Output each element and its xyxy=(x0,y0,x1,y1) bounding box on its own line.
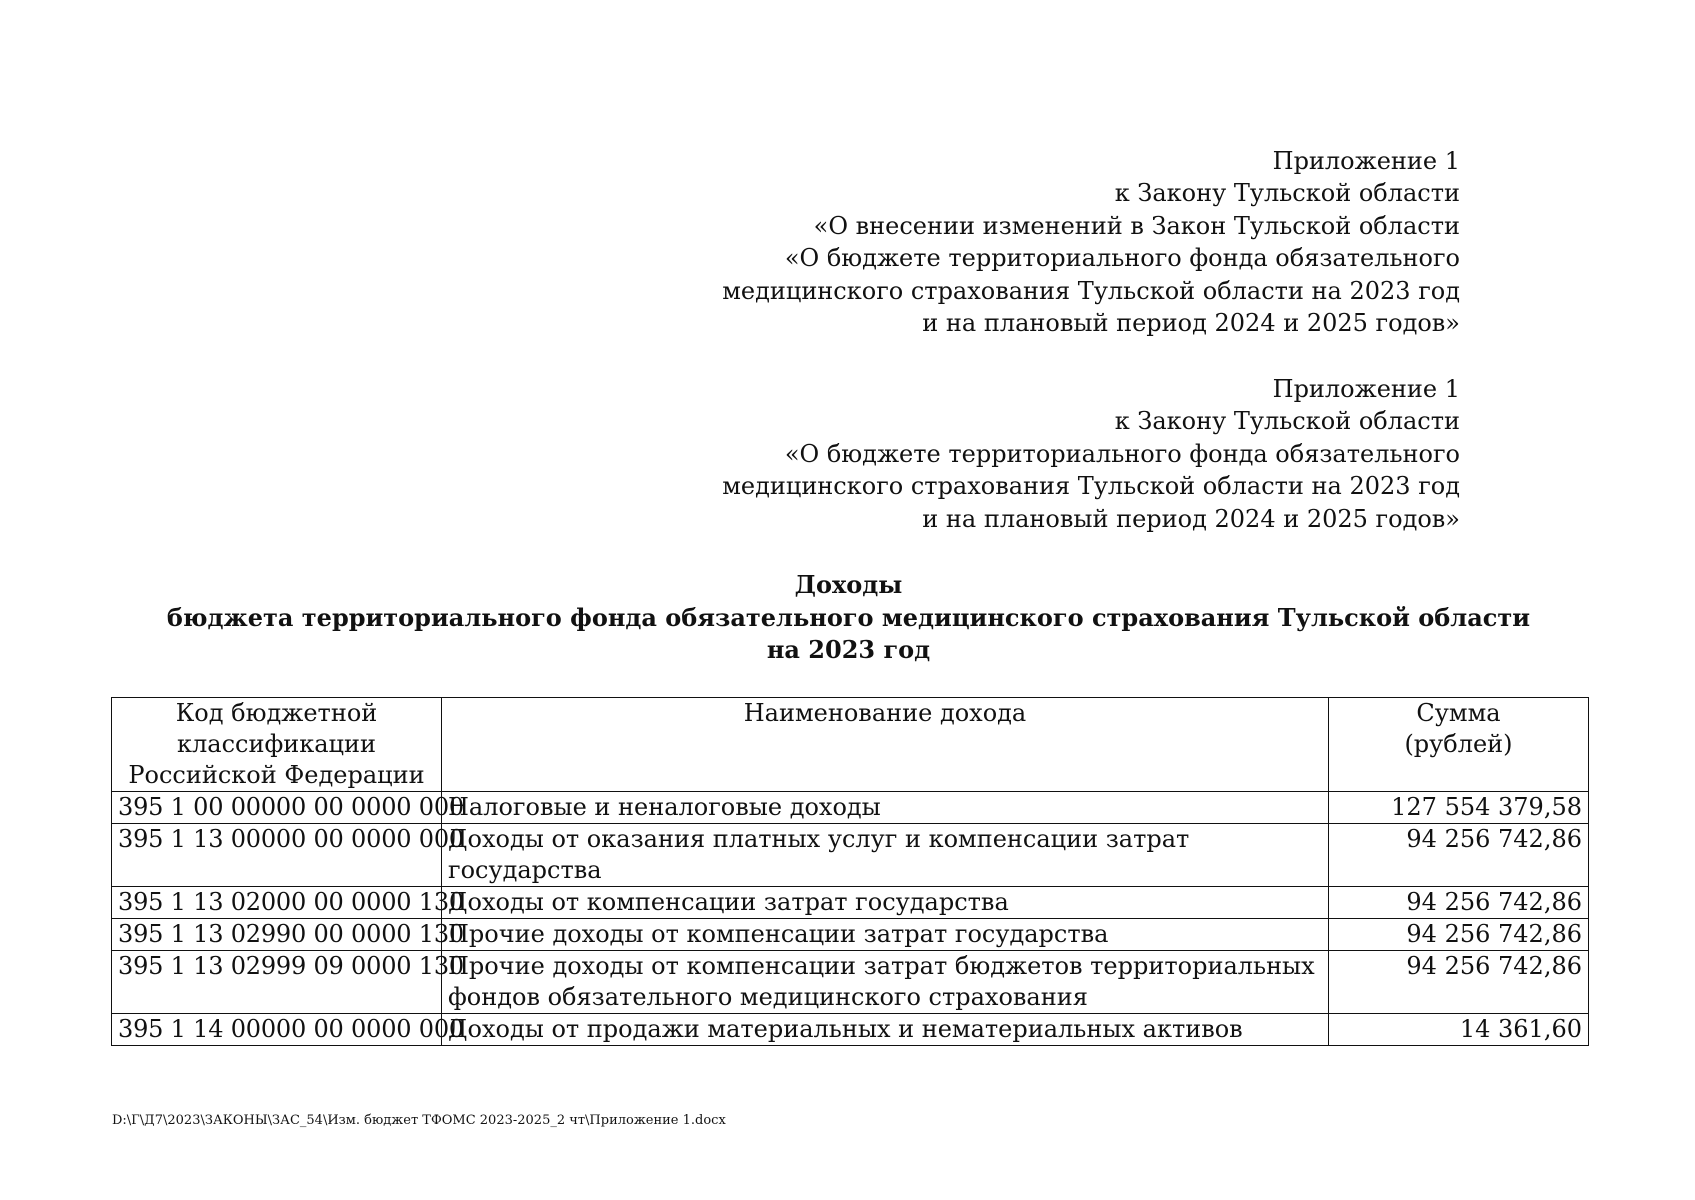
document-title xyxy=(110,569,1587,667)
file-path-footer: D:\Г\Д7\2023\ЗАКОНЫ\ЗАС_54\Изм. бюджет ТФОМС 2023-2025_2 чт\Приложение 1.docx xyxy=(112,1113,726,1128)
cell-code: 395 1 13 00000 00 0000 000 xyxy=(112,824,442,887)
header-line: медицинского страхования Тульской области на 2023 год xyxy=(722,276,1460,305)
cell-sum: 94 256 742,86 xyxy=(1329,951,1589,1014)
title-line: на 2023 год xyxy=(766,635,931,664)
header-line: «О бюджете территориального фонда обязательного xyxy=(784,439,1460,468)
cell-name: Прочие доходы от компенсации затрат государства xyxy=(442,919,1329,951)
cell-sum: 127 554 379,58 xyxy=(1329,792,1589,824)
table-row xyxy=(112,919,1589,951)
cell-code: 395 1 13 02000 00 0000 130 xyxy=(112,887,442,919)
header-text: классификации xyxy=(177,730,376,758)
cell-code: 395 1 00 00000 00 0000 000 xyxy=(112,792,442,824)
cell-name: Налоговые и неналоговые доходы xyxy=(442,792,1329,824)
table-row xyxy=(112,1014,1589,1046)
column-header-code xyxy=(112,698,442,792)
cell-name: Доходы от продажи материальных и нематериальных активов xyxy=(442,1014,1329,1046)
cell-sum: 94 256 742,86 xyxy=(1329,824,1589,887)
header-text: Российской Федерации xyxy=(128,761,425,789)
cell-name: Доходы от компенсации затрат государства xyxy=(442,887,1329,919)
table-row xyxy=(112,951,1589,1014)
cell-sum: 94 256 742,86 xyxy=(1329,919,1589,951)
table-row xyxy=(112,824,1589,887)
column-header-sum xyxy=(1329,698,1589,792)
header-line: Приложение 1 xyxy=(1272,375,1460,403)
header-text: Код бюджетной xyxy=(175,699,378,727)
table-header-row xyxy=(112,698,1589,792)
header-text: Сумма xyxy=(1416,699,1501,727)
cell-name: Прочие доходы от компенсации затрат бюджетов территориальных фондов обязательного медицинского страхования xyxy=(442,951,1329,1014)
header-text: Наименование дохода xyxy=(743,699,1027,727)
cell-code: 395 1 14 00000 00 0000 000 xyxy=(112,1014,442,1046)
cell-name: Доходы от оказания платных услуг и компенсации затрат государства xyxy=(442,824,1329,887)
header-line: к Закону Тульской области xyxy=(1114,179,1460,208)
income-table xyxy=(111,697,1589,1046)
header-line: к Закону Тульской области xyxy=(1114,407,1460,436)
table-row xyxy=(112,887,1589,919)
column-header-name xyxy=(442,698,1329,792)
cell-sum: 14 361,60 xyxy=(1329,1014,1589,1046)
title-line: Доходы xyxy=(794,570,903,599)
header-line: и на плановый период 2024 и 2025 годов» xyxy=(922,504,1460,533)
title-line: бюджета территориального фонда обязательного медицинского страхования Тульской области xyxy=(166,602,1531,632)
cell-sum: 94 256 742,86 xyxy=(1329,887,1589,919)
appendix-header-amendment xyxy=(700,145,1460,339)
header-line: «О внесении изменений в Закон Тульской области xyxy=(813,211,1460,240)
header-text: (рублей) xyxy=(1404,730,1513,758)
header-line: и на плановый период 2024 и 2025 годов» xyxy=(922,309,1460,338)
header-line: «О бюджете территориального фонда обязательного xyxy=(784,244,1460,273)
table-row xyxy=(112,792,1589,824)
header-line: медицинского страхования Тульской области на 2023 год xyxy=(722,472,1460,501)
cell-code: 395 1 13 02990 00 0000 130 xyxy=(112,919,442,951)
appendix-header-original xyxy=(700,373,1460,535)
cell-code: 395 1 13 02999 09 0000 130 xyxy=(112,951,442,1014)
header-line: Приложение 1 xyxy=(1272,147,1460,175)
